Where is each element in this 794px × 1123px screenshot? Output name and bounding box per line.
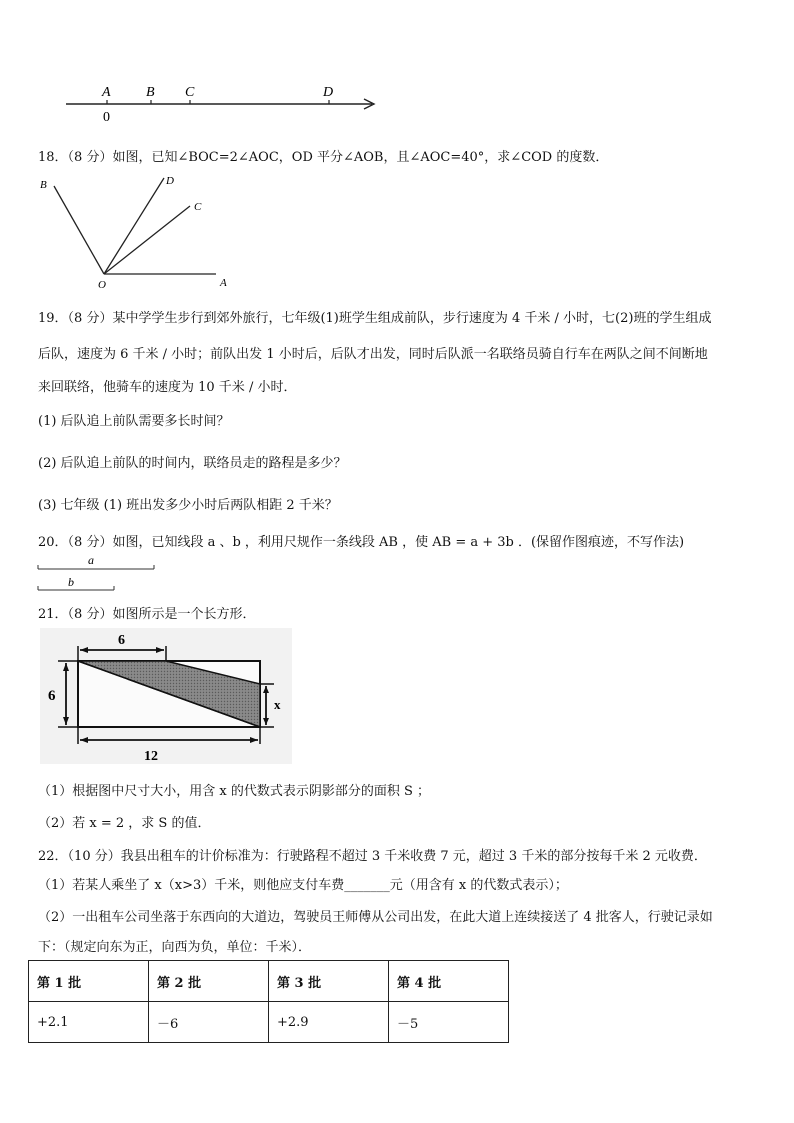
dim-top: 6 [118,633,125,648]
table-header-row [29,961,509,1002]
driving-record-table [28,960,509,1043]
rectangle-figure [40,628,292,764]
point-label-a: A [102,85,111,100]
header-cell: 第 4 批 [389,961,509,1002]
ray-od [104,178,164,274]
value-cell: +2.9 [269,1002,389,1043]
q19-line2: 后队，速度为 6 千米 / 小时；前队出发 1 小时后，后队才出发，同时后队派一名联络员骑自行车在两队之间不间断地 [38,347,708,362]
header-cell: 第 1 批 [29,961,149,1002]
q19-line3: 来回联络，他骑车的速度为 10 千米 / 小时． [38,380,297,395]
point-label-b: B [146,85,155,100]
q19-sub3: (3) 七年级 (1) 班出发多少小时后两队相距 2 千米？ [38,498,338,513]
point-label-d: D [323,85,334,100]
q21-sub1: （1）根据图中尺寸大小，用含 x 的代数式表示阴影部分的面积 S ； [38,784,431,799]
header-cell: 第 3 批 [269,961,389,1002]
q18-text: 18．（8 分）如图，已知∠BOC=2∠AOC，OD 平分∠AOB，且∠AOC=40°，求∠COD 的度数． [38,150,609,165]
label-c: C [194,201,202,213]
label-o: O [98,279,106,290]
angle-figure [36,170,236,290]
q22-sub1: （1）若某人乘坐了 x（x>3）千米，则他应支付车费_______元（用含有 x 的代数式表示）； [38,878,568,893]
origin-label: 0 [103,110,110,125]
value-cell: －5 [389,1002,509,1043]
segment-b-label: b [68,575,74,589]
q22-text: 22．（10 分）我县出租车的计价标准为：行驶路程不超过 3 千米收费 7 元，超过 3 千米的部分按每千米 2 元收费． [38,849,707,864]
dim-right: x [274,697,281,712]
number-line-figure [60,78,390,126]
dim-left: 6 [48,688,56,704]
point-label-c: C [185,85,195,100]
label-d: D [166,175,174,187]
table-row [29,1002,509,1043]
ray-oc [104,206,190,274]
segment-a-label: a [88,553,94,567]
q20-text: 20．（8 分）如图，已知线段 a 、b ，利用尺规作一条线段 AB ，使 AB = a + 3b ．(保留作图痕迹，不写作法) [38,535,685,550]
dim-bottom: 12 [144,749,158,764]
segments-figure [36,550,166,594]
q19-sub2: (2) 后队追上前队的时间内，联络员走的路程是多少？ [38,456,347,471]
q22-sub2-line1: （2）一出租车公司坐落于东西向的大道边，驾驶员王师傅从公司出发，在此大道上连续接送了 4 批客人，行驶记录如 [38,910,713,925]
q21-sub2: （2）若 x = 2 ，求 S 的值． [38,816,211,831]
q22-sub2-line2: 下：（规定向东为正，向西为负，单位：千米）． [38,940,312,955]
header-cell: 第 2 批 [149,961,269,1002]
label-a: A [220,277,227,289]
value-cell: +2.1 [29,1002,149,1043]
q19-sub1: (1) 后队追上前队需要多长时间？ [38,414,230,429]
q19-line1: 19．（8 分）某中学学生步行到郊外旅行，七年级(1)班学生组成前队，步行速度为 4 千米 / 小时，七(2)班的学生组成 [38,311,712,326]
q21-text: 21．（8 分）如图所示是一个长方形． [38,607,256,622]
ray-ob [54,186,104,274]
label-b: B [40,179,47,191]
value-cell: －6 [149,1002,269,1043]
